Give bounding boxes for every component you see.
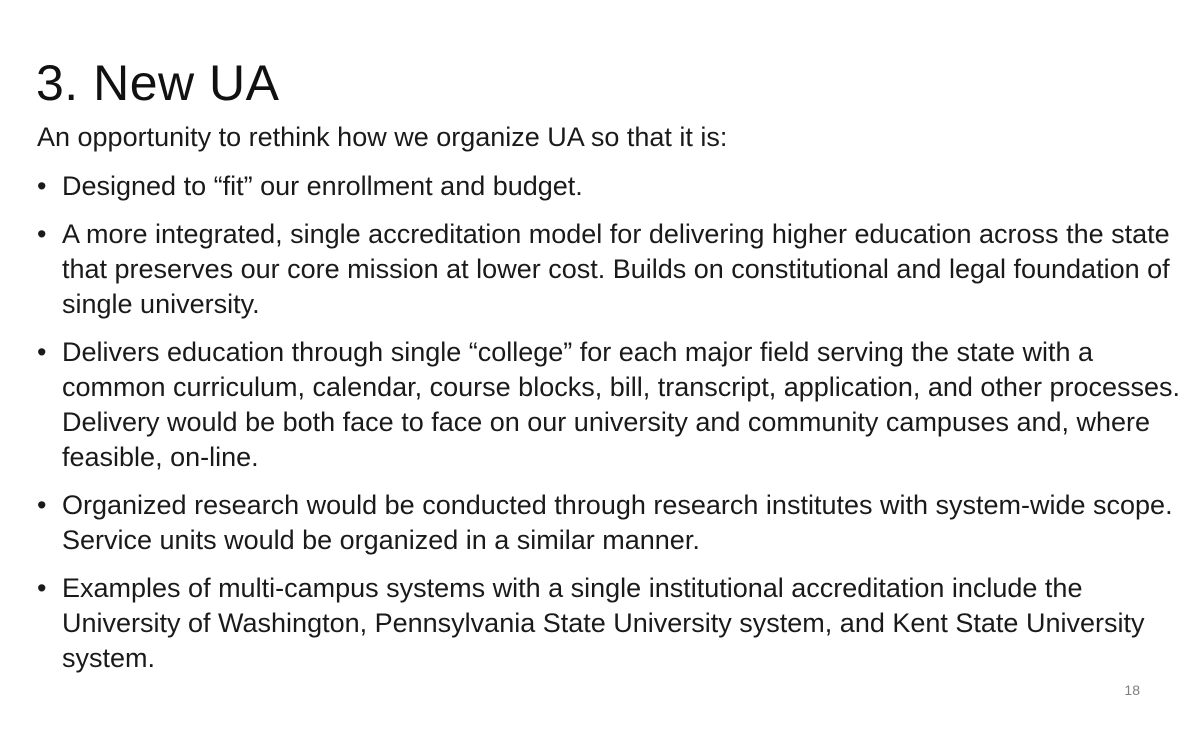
bullet-icon: • [37, 573, 47, 603]
bullet-text: Delivers education through single “college” for each major field serving the state with a common curriculum, calendar, course blocks, bill, transcript, application, and other processes. Delivery would be both face to face on our university and community campuses and, where feasible, on-line. [62, 337, 1181, 472]
bullet-item [37, 335, 1187, 475]
bullet-list [37, 169, 1187, 676]
bullet-item [37, 571, 1187, 676]
bullet-text: Designed to “fit” our enrollment and budget. [62, 171, 583, 201]
bullet-text: Examples of multi-campus systems with a single institutional accreditation include the University of Washington, Pennsylvania State University system, and Kent State University system. [62, 573, 1145, 673]
intro-text: An opportunity to rethink how we organize UA so that it is: [37, 122, 728, 152]
bullet-item [37, 488, 1187, 558]
bullet-icon: • [37, 219, 47, 249]
bullet-text: Organized research would be conducted through research institutes with system-wide scope. Service units would be organized in a similar manner. [62, 490, 1173, 555]
slide-title: 3. New UA [36, 54, 280, 111]
bullet-icon: • [37, 337, 47, 367]
slide-body [37, 120, 1187, 689]
bullet-icon: • [37, 171, 47, 201]
bullet-item [37, 217, 1187, 322]
slide-number: 18 [1124, 682, 1140, 698]
bullet-text: A more integrated, single accreditation model for delivering higher education across the state that preserves our core mission at lower cost. Builds on constitutional and legal foundation of single university. [62, 219, 1170, 319]
bullet-item [37, 169, 1187, 204]
bullet-icon: • [37, 490, 47, 520]
